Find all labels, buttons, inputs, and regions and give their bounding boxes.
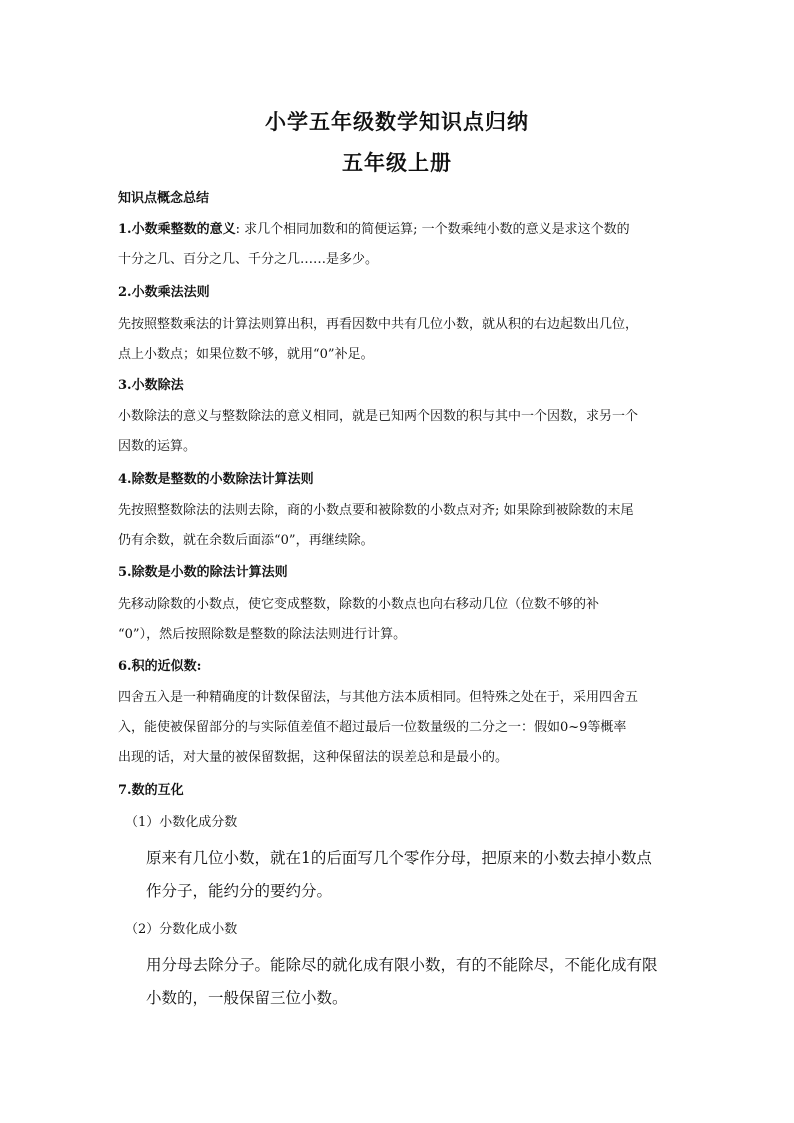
s4-line2: 仍有余数，就在余数后面添“0”，再继续除。 xyxy=(118,533,374,548)
s6-line3: 出现的话，对大量的被保留数据，这种保留法的误差总和是最小的。 xyxy=(118,750,509,765)
document-title: 小学五年级数学知识点归纳 xyxy=(265,109,529,134)
s5-line1: 先移动除数的小数点，使它变成整数，除数的小数点也向右移动几位（位数不够的补 xyxy=(118,597,600,612)
s1-text-line1: : 求几个相同加数和的简便运算; 一个数乘纯小数的意义是求这个数的 xyxy=(235,222,630,237)
document-subtitle: 五年级上册 xyxy=(342,150,452,175)
s2-heading: 2.小数乘法法则 xyxy=(118,285,210,300)
s3-line1: 小数除法的意义与整数除法的意义相同，就是已知两个因数的积与其中一个因数，求另一个 xyxy=(118,409,639,424)
s7-sub1-heading: （1）小数化成分数 xyxy=(125,815,238,830)
s1-line1 xyxy=(118,218,678,237)
s7-sub2-line2: 小数的，一般保留三位小数。 xyxy=(146,989,348,1007)
s7-heading: 7.数的互化 xyxy=(118,783,184,798)
s2-line1: 先按照整数乘法的计算法则算出积，再看因数中共有几位小数，就从积的右边起数出几位， xyxy=(118,317,639,332)
s4-heading: 4.除数是整数的小数除法计算法则 xyxy=(118,472,314,487)
s6-heading: 6.积的近似数: xyxy=(118,659,202,674)
s1-heading: 1.小数乘整数的意义 xyxy=(118,222,236,237)
s4-line1: 先按照整数除法的法则去除，商的小数点要和被除数的小数点对齐; 如果除到被除数的末尾 xyxy=(118,503,634,518)
s7-sub1-line2: 作分子，能约分的要约分。 xyxy=(146,882,333,900)
section-heading: 知识点概念总结 xyxy=(118,191,210,206)
s3-line2: 因数的运算。 xyxy=(118,439,197,454)
s3-heading: 3.小数除法 xyxy=(118,378,184,393)
s2-line2: 点上小数点；如果位数不够，就用“0”补足。 xyxy=(118,347,374,362)
s7-sub1-line1: 原来有几位小数，就在1的后面写几个零作分母，把原来的小数去掉小数点 xyxy=(146,849,652,867)
s1-line2: 十分之几、百分之几、千分之几……是多少。 xyxy=(118,252,379,267)
s7-sub2-line1: 用分母去除分子。能除尽的就化成有限小数，有的不能除尽，不能化成有限 xyxy=(146,956,658,974)
s5-heading: 5.除数是小数的除法计算法则 xyxy=(118,565,288,580)
s5-line2: “0”），然后按照除数是整数的除法法则进行计算。 xyxy=(118,627,407,642)
s6-line2: 入，能使被保留部分的与实际值差值不超过最后一位数量级的二分之一：假如0~9等概率 xyxy=(118,720,627,735)
s7-sub2-heading: （2）分数化成小数 xyxy=(125,922,238,937)
s6-line1: 四舍五入是一种精确度的计数保留法，与其他方法本质相同。但特殊之处在于，采用四舍五 xyxy=(118,690,639,705)
